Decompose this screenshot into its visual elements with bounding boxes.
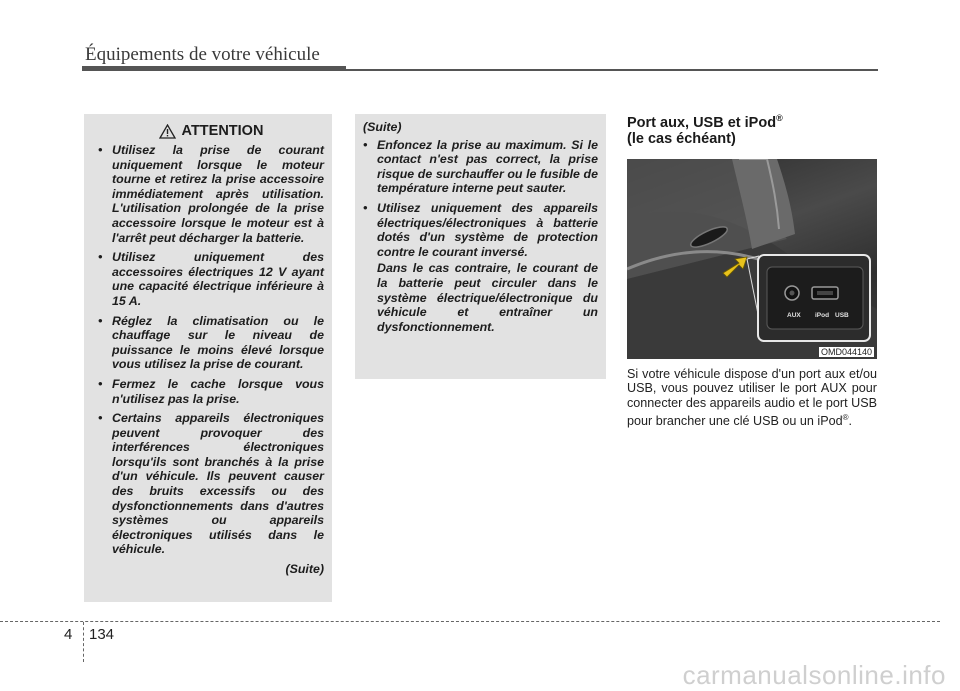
port-label-aux: AUX <box>787 311 801 319</box>
registered-mark-body: ® <box>842 412 849 422</box>
photo-code: OMD044140 <box>820 346 872 357</box>
continued-item: • Enfoncez la prise au maximum. Si le contact n'est pas correct, la prise risque de surchauffer ou le fusible de température interne peut sauter. <box>363 138 598 196</box>
continued-list <box>363 138 598 260</box>
attention-heading <box>98 124 324 139</box>
footer-dashed-rule <box>0 621 940 622</box>
registered-mark: ® <box>776 113 783 123</box>
section-title-line2: (le cas échéant) <box>627 130 736 147</box>
section-title <box>627 110 877 147</box>
continued-extra-paragraph: Dans le cas contraire, le courant de la batterie peut circuler dans le système électrique/électronique du véhicule et entraîner un dysfonctionnement. <box>377 261 598 334</box>
port-label-ipod: iPod <box>815 311 830 319</box>
footer-dashed-divider <box>83 622 84 662</box>
page-number: 134 <box>89 626 115 643</box>
section-title-line1: Port aux, USB et iPod <box>627 114 777 131</box>
aux-usb-photo <box>627 159 877 359</box>
watermark: carmanualsonline.info <box>682 660 946 690</box>
attention-item: • Utilisez la prise de courant uniquement lorsque le moteur tourne et retirez la prise accessoire immédiatement après utilisation. L'utilisation prolongée de la prise accessoire lorsque le moteur est à l'arrêt peut décharger la batterie. <box>98 143 324 245</box>
section-body <box>627 367 877 429</box>
attention-heading-text: ATTENTION <box>181 123 264 140</box>
attention-item: • Réglez la climatisation ou le chauffage sur le niveau de puissance le moins élevé lorsque vous utilisez la prise de courant. <box>98 314 324 372</box>
continued-panel <box>355 114 606 379</box>
port-label-usb: USB <box>835 311 849 319</box>
header-rule-thick <box>82 66 346 71</box>
header-rule-thin <box>346 69 878 71</box>
warning-triangle-icon <box>159 124 176 139</box>
aux-usb-section <box>627 110 877 428</box>
section-body-text: Si votre véhicule dispose d'un port aux et/ou USB, vous pouvez utiliser le port AUX pour connecter des appareils audio et le port USB pour brancher une clé USB ou un iPod <box>627 366 877 428</box>
attention-item: • Fermez le cache lorsque vous n'utilisez pas la prise. <box>98 377 324 406</box>
continued-marker: (Suite) <box>285 562 324 577</box>
attention-list <box>98 143 324 557</box>
section-body-end: . <box>848 413 853 428</box>
attention-item: • Utilisez uniquement des accessoires électriques 12 V ayant une capacité électrique inférieure à 15 A. <box>98 250 324 308</box>
chapter-number: 4 <box>64 626 73 643</box>
attention-panel <box>84 114 332 602</box>
page-header-title: Équipements de votre véhicule <box>85 44 320 65</box>
continued-label: (Suite) <box>363 120 402 134</box>
console-illustration <box>627 159 877 359</box>
continued-item: • Utilisez uniquement des appareils électriques/électroniques à batterie dotés d'un système de protection contre le courant inversé. <box>363 201 598 259</box>
attention-item: • Certains appareils électroniques peuvent provoquer des interférences électroniques lorsqu'ils sont branchés à la prise d'un véhicule. Ils peuvent causer des bruits excessifs ou des dysfonctionnements dans d'autres systèmes ou appareils électroniques utilisés dans le véhicule. <box>98 411 324 557</box>
